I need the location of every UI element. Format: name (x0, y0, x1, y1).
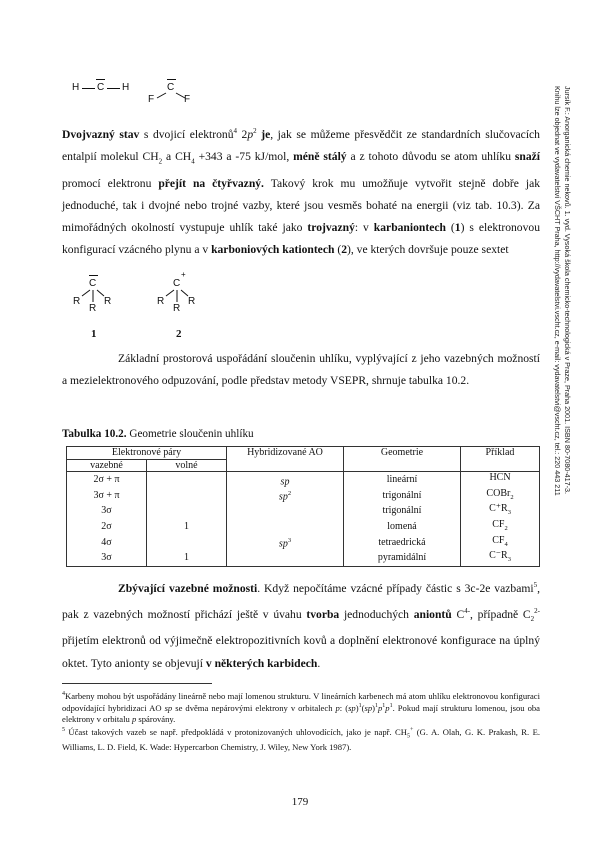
atom-r: R (104, 296, 112, 307)
atom-f-left: F (148, 94, 155, 105)
paragraph-remaining-options: Zbývající vazebné možnosti. Když nepočítáme vzácné případy částic s 3c-2e vazbami$^5$, pak z vazebných možností přichází ještě v úvahu tvorba jednoduchých aniontů $C^{4-}$, případně $C_2^{2-}$ přijetím elektronů od výjimečně elektropozitivních kovů a doplnění elektronové konfigurace na úplný oktet. Tyto anionty se objevují v některých karbidech. (62, 581, 540, 670)
footnote-rule (62, 683, 212, 684)
atom-f-right: F (184, 94, 191, 105)
atom-c: C (89, 278, 97, 289)
atom-r: R (173, 303, 181, 314)
citation-line-1: Jursík F.: Anorganická chemie nekovů. 1. vyd. Vysoká škola chemicko-technologická v Praze, Praha 2001. ISBN 80-7080-417-3. (563, 86, 572, 495)
footnote-5: $^5$ Účast takových vazeb se např. předpokládá v protonizovaných uhlovodících, jako je např. $CH_5^+$ (G. A. Olah, G. K. Prakash, R. E. Williams, L. D. Field, K. Wade: Hypercarbon Chemistry, J. Wiley, New York 1987). (62, 726, 540, 752)
table-caption: Tabulka 10.2. Geometrie sloučenin uhlíku (62, 428, 254, 440)
geometry-table (66, 446, 540, 567)
structure-number: 2 (176, 328, 182, 340)
table-row: 3σ trigonální $C^+R_3$ (67, 503, 540, 519)
charge-plus: + (181, 270, 186, 279)
footnote-4: $^4$Karbeny mohou být uspořádány lineárně nebo mají lomenou strukturu. V lineárních karbenech má atom uhlíku elektronovou konfiguraci odpovídající hybridizaci AO sp se dvěma nepárovými elektrony v orbitalech p: $(sp)^1(sp)^1p^1p^1$. Pokud mají strukturu lomenou, jsou oba elektrony v orbitalu p spárovány. (62, 690, 541, 724)
structure-methylene (72, 76, 132, 98)
structure-difluorocarbene (144, 76, 196, 108)
paragraph-vsepr: Základní prostorová uspořádání sloučenin uhlíku, vyplývající z jeho vazebných možností a mezielektronového odpuzování, podle představ metody VSEPR, shrnuje tabulka 10.2. (62, 352, 540, 388)
header-example: Příklad (461, 447, 540, 472)
atom-c: C (97, 82, 105, 93)
header-electron-pairs: Elektronové páry (67, 447, 227, 460)
atom-r: R (89, 303, 97, 314)
table-row: 3σ + π $sp^2$ trigonální COBr$_2$ (67, 488, 540, 504)
structure-number: 1 (91, 328, 97, 340)
header-geometry: Geometrie (344, 447, 461, 472)
table-row: 2σ + π sp lineární HCN (67, 472, 540, 488)
header-bonding: vazebné (67, 459, 147, 472)
structure-carbanion (72, 272, 112, 346)
atom-r: R (188, 296, 196, 307)
sidebar-citation (552, 86, 572, 496)
atom-h-left: H (72, 82, 80, 93)
header-hybridization: Hybridizované AO (227, 447, 344, 472)
table-row: 2σ 1 lomená $CF_2$ (67, 519, 540, 535)
table-row: 3σ 1 pyramidální $C^-R_3$ (67, 550, 540, 566)
footnotes (62, 689, 540, 752)
atom-h-right: H (122, 82, 130, 93)
citation-line-2: Knihu lze objednat ve vydavatelství VŠCHT Praha, http://vydavatelstvi.vscht.cz, e-mail: vydavatelstvi@vscht.cz, tel.: 220 443 211 (553, 86, 562, 496)
atom-r: R (157, 296, 165, 307)
page-number: 179 (291, 796, 309, 808)
header-free: volné (147, 459, 227, 472)
table-row: 4σ $sp^3$ tetraedrická $CF_4$ (67, 535, 540, 551)
bond-line (82, 88, 95, 89)
structure-carbocation (156, 272, 200, 346)
lone-pair-bar (96, 79, 105, 80)
atom-r: R (73, 296, 81, 307)
bond-line (107, 88, 120, 89)
paragraph-divalent: Dvojvazný stav s dvojicí elektronů$^4$ $2p^2$ je, jak se můžeme přesvědčit ze standardních slučovacích entalpií molekul $CH_2$ a $CH_4 +343$ a -75 kJ/mol, méně stálý a z tohoto důvodu se atom uhlíku snaží promocí elektronu přejít na čtyřvazný. Takový krok mu umožňuje vytvořit stejně dobře jak jednoduché, tak i dvojné nebo trojné vazby, které jsou vesměs bohaté na energii (viz tab. 10.3). Za mimořádných okolností vystupuje uhlík také jako trojvazný: v karbaniontech (1) s elektronovou konfigurací vzácného plynu a v karboniových kationtech (2), ve kterých dovršuje pouze sextet (62, 127, 541, 257)
atom-c: C (167, 82, 175, 93)
atom-c: C (173, 278, 181, 289)
